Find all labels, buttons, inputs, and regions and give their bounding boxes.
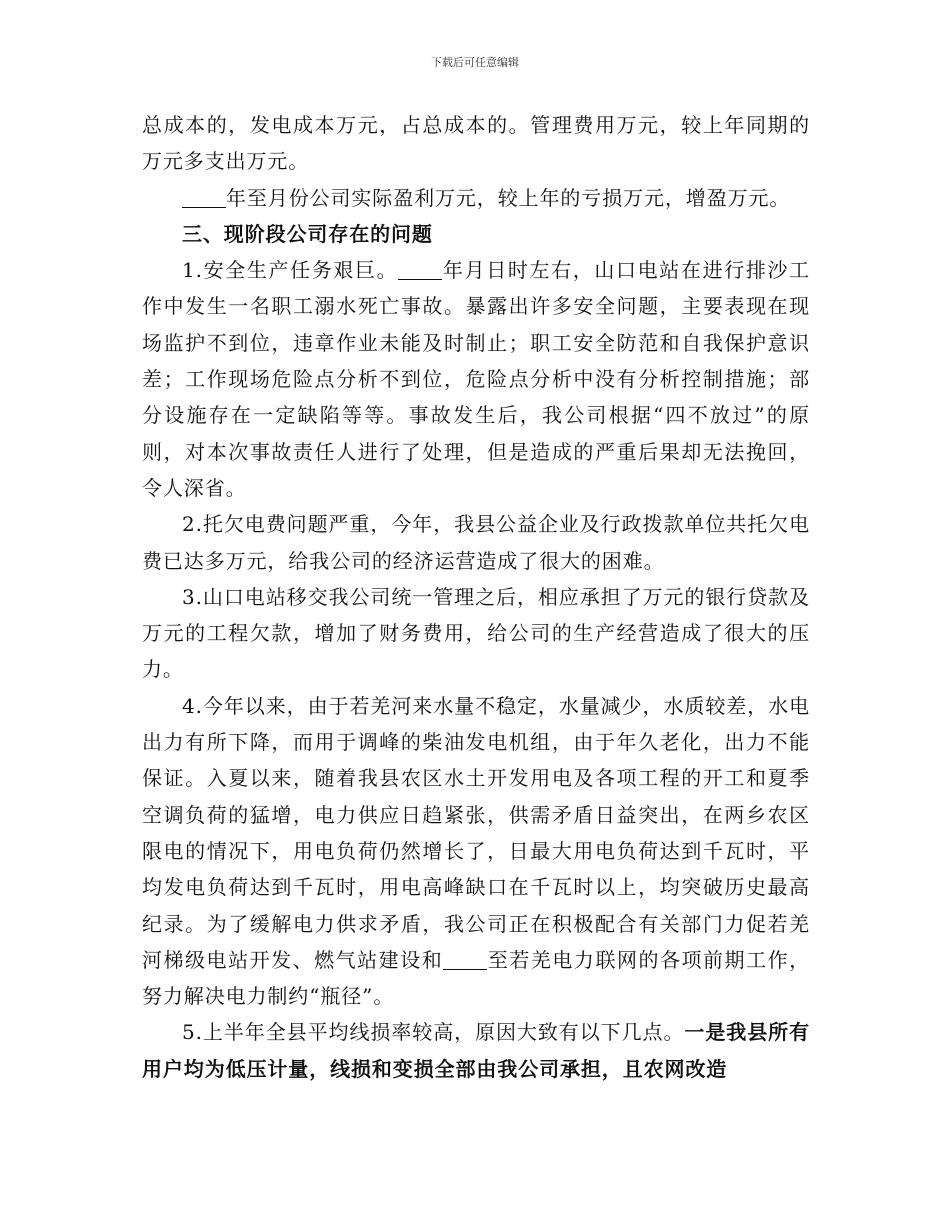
paragraph-profit — [142, 180, 810, 216]
issue-item-4-text-b: 至若羌电力联网的各项前期工作，努力解决电力制约“瓶径”。 — [142, 947, 811, 1009]
issue-item-4-text-a: 4.今年以来，由于若羌河来水量不稳定，水量减少，水质较差，水电出力有所下降，而用于调峰的柴油发电机组，由于年久老化，出力不能保证。入夏以来，随着我县农区水土开发用电及各项工程的开工和夏季空调负荷的猛增，电力供应日趋紧张，供需矛盾日益突出，在两乡农区限电的情况下，用电负荷仍然增长了，日最大用电负荷达到千瓦时，平均发电负荷达到千瓦时，用电高峰缺口在千瓦时以上，均突破历史最高纪录。为了缓解电力供求矛盾，我公司正在积极配合有关部门力促若羌河梯级电站开发、燃气站建设和 — [142, 693, 810, 972]
issue-item-1 — [142, 252, 810, 506]
issue-item-5-bold-text: 一是我县所有用户均为低压计量，线损和变损全部由我公司承担，且农网改造 — [142, 1020, 810, 1081]
blank-line — [398, 259, 442, 280]
issue-item-4 — [142, 688, 810, 1015]
issue-item-1-lead: 1.安全生产任务艰巨。 — [182, 258, 399, 283]
blank-line — [443, 949, 487, 970]
paragraph-profit-text: 年至月份公司实际盈利万元，较上年的亏损万元，增盈万元。 — [226, 185, 791, 210]
issue-item-5 — [142, 1014, 810, 1087]
issue-item-1-text: 年月日时左右，山口电站在进行排沙工作中发生一名职工溺水死亡事故。暴露出许多安全问题，主要表现在现场监护不到位，违章作业未能及时制止；职工安全防范和自我保护意识差；工作现场危险点分析不到位，危险点分析中没有分析控制措施；部分设施存在一定缺陷等等。事故发生后，我公司根据“四不放过”的原则，对本次事故责任人进行了处理，但是造成的严重后果却无法挽回，令人深省。 — [142, 258, 810, 500]
blank-line — [182, 187, 226, 208]
page-header-note: 下载后可任意编辑 — [431, 56, 519, 69]
issue-item-5-text: 5.上半年全县平均线损率较高，原因大致有以下几点。 — [182, 1020, 685, 1045]
document-body — [142, 107, 810, 1087]
issue-item-2: 2.托欠电费问题严重，今年，我县公益企业及行政拨款单位共托欠电费已达多万元，给我公司的经济运营造成了很大的困难。 — [142, 512, 810, 573]
issue-item-3: 3.山口电站移交我公司统一管理之后，相应承担了万元的银行贷款及万元的工程欠款，增加了财务费用，给公司的生产经营造成了很大的压力。 — [142, 584, 810, 682]
paragraph-cost: 总成本的，发电成本万元，占总成本的。管理费用万元，较上年同期的万元多支出万元。 — [142, 113, 810, 174]
section-heading: 三、现阶段公司存在的问题 — [182, 221, 433, 246]
